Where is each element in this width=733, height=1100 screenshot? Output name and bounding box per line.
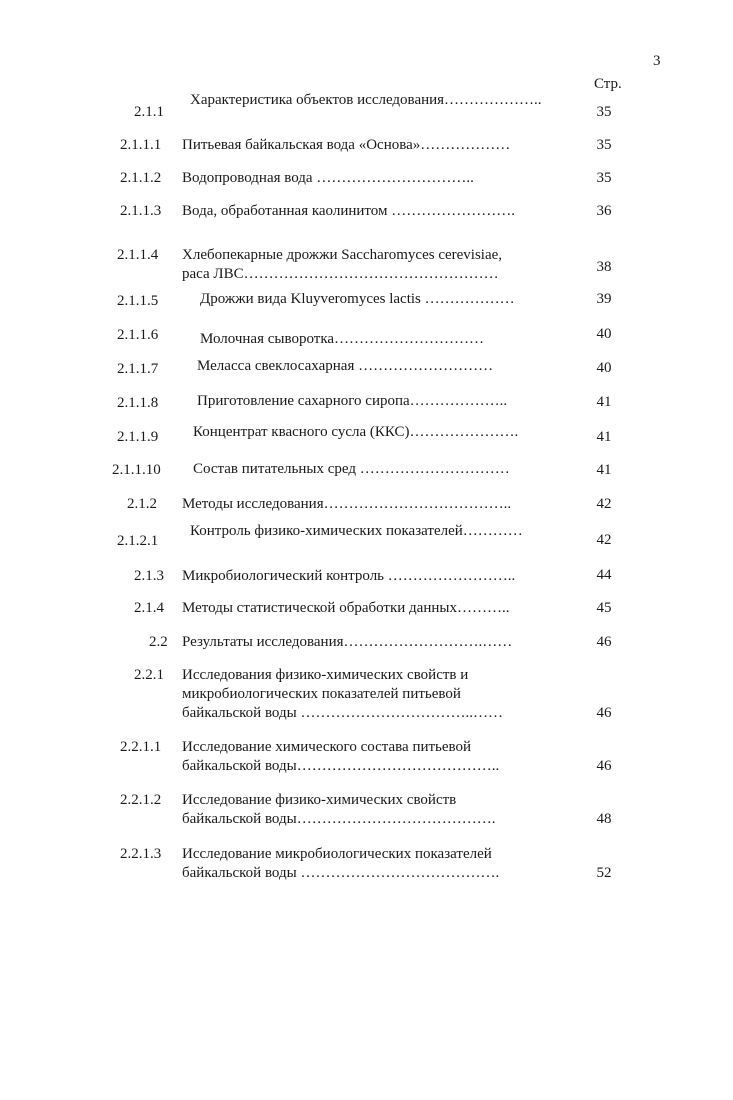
toc-entry-page: 35 [596,170,612,186]
toc-entry-page: 35 [596,104,612,120]
toc-entry-title: Исследование физико-химических свойств [182,792,457,808]
toc-entry-number: 2.1.3 [134,568,164,584]
toc-entry-number: 2.2.1.1 [120,739,162,755]
toc-entry-title: Исследование химического состава питьевой [182,739,472,755]
toc-entry-number: 2.1.1.10 [112,462,161,478]
toc-entry-title: Питьевая байкальская вода «Основа»……………… [182,137,511,153]
toc-entry-number: 2.1.1.5 [117,293,159,309]
toc-entry-page: 39 [596,291,612,307]
toc-entry-page: 36 [596,203,612,219]
toc-entry-number: 2.2 [149,634,168,650]
toc-entry-title: Исследования физико-химических свойств и [182,667,469,683]
toc-entry-page: 41 [596,429,612,445]
toc-entry-title: Дрожжи вида Kluyveromyces lactis ……………… [200,291,515,307]
toc-entry-number: 2.1.1.6 [117,327,159,343]
toc-entry-page: 35 [596,137,612,153]
toc-entry-title-line: микробиологических показателей питьевой [182,686,461,702]
toc-entry-title: Состав питательных сред ………………………… [193,461,510,477]
toc-entry-page: 40 [596,360,612,376]
toc-entry-page: 41 [596,394,612,410]
page-column-label: Стр. [594,76,622,92]
toc-entry-number: 2.1.1.7 [117,361,159,377]
toc-entry-title: Микробиологический контроль …………………….. [182,568,516,584]
toc-entry-title-line: байкальской воды …………………………………. [182,865,500,881]
toc-entry-number: 2.1.2.1 [117,533,159,549]
toc-entry-title: Методы статистической обработки данных……….. [182,600,510,616]
toc-entry-title: Приготовление сахарного сиропа……………….. [197,393,508,409]
toc-entry-title: Результаты исследования……………………….…… [182,634,513,650]
toc-entry-title: Исследование микробиологических показателей [182,846,492,862]
toc-entry-number: 2.1.1.3 [120,203,162,219]
toc-entry-title: Концентрат квасного сусла (ККС)…………………. [193,424,519,440]
toc-entry-page: 40 [596,326,612,342]
toc-entry-number: 2.1.1.8 [117,395,159,411]
toc-entry-page: 44 [596,567,612,583]
toc-entry-page: 46 [596,758,612,774]
toc-entry-number: 2.1.1.2 [120,170,162,186]
toc-entry-title: Вода, обработанная каолинитом ……………………. [182,203,515,219]
toc-entry-number: 2.1.1.1 [120,137,162,153]
toc-entry-title: Характеристика объектов исследования……………….. [190,92,542,108]
toc-entry-number: 2.1.1 [134,104,164,120]
toc-entry-title: Водопроводная вода ………………………….. [182,170,474,186]
toc-entry-page: 42 [596,496,612,512]
toc-entry-title: Молочная сыворотка………………………… [200,331,485,347]
toc-entry-page: 45 [596,600,612,616]
toc-entry-title-line: байкальской воды ……………………………..…… [182,705,503,721]
toc-entry-title-line: байкальской воды…………………………………. [182,811,496,827]
toc-entry-number: 2.2.1.3 [120,846,162,862]
toc-entry-title-line: раса ЛВС…………………………………………… [182,266,499,282]
toc-entry-number: 2.1.1.4 [117,247,159,263]
toc-entry-page: 52 [596,865,612,881]
toc-entry-number: 2.1.2 [127,496,157,512]
toc-entry-number: 2.2.1 [134,667,164,683]
toc-entry-title: Хлебопекарные дрожжи Saccharomyces cerevisiae, [182,247,503,263]
toc-entry-title: Методы исследования……………………………….. [182,496,512,512]
toc-entry-number: 2.2.1.2 [120,792,162,808]
toc-entry-page: 42 [596,532,612,548]
toc-entry-number: 2.1.1.9 [117,429,159,445]
toc-entry-page: 41 [596,462,612,478]
page-number: 3 [653,53,661,69]
toc-entry-title-line: байкальской воды………………………………….. [182,758,500,774]
toc-entry-page: 46 [596,705,612,721]
toc-entry-title: Меласса свеклосахарная ……………………… [197,358,494,374]
toc-entry-page: 46 [596,634,612,650]
toc-entry-page: 48 [596,811,612,827]
toc-entry-page: 38 [596,259,612,275]
toc-entry-title: Контроль физико-химических показателей………… [190,523,523,539]
toc-entry-number: 2.1.4 [134,600,164,616]
